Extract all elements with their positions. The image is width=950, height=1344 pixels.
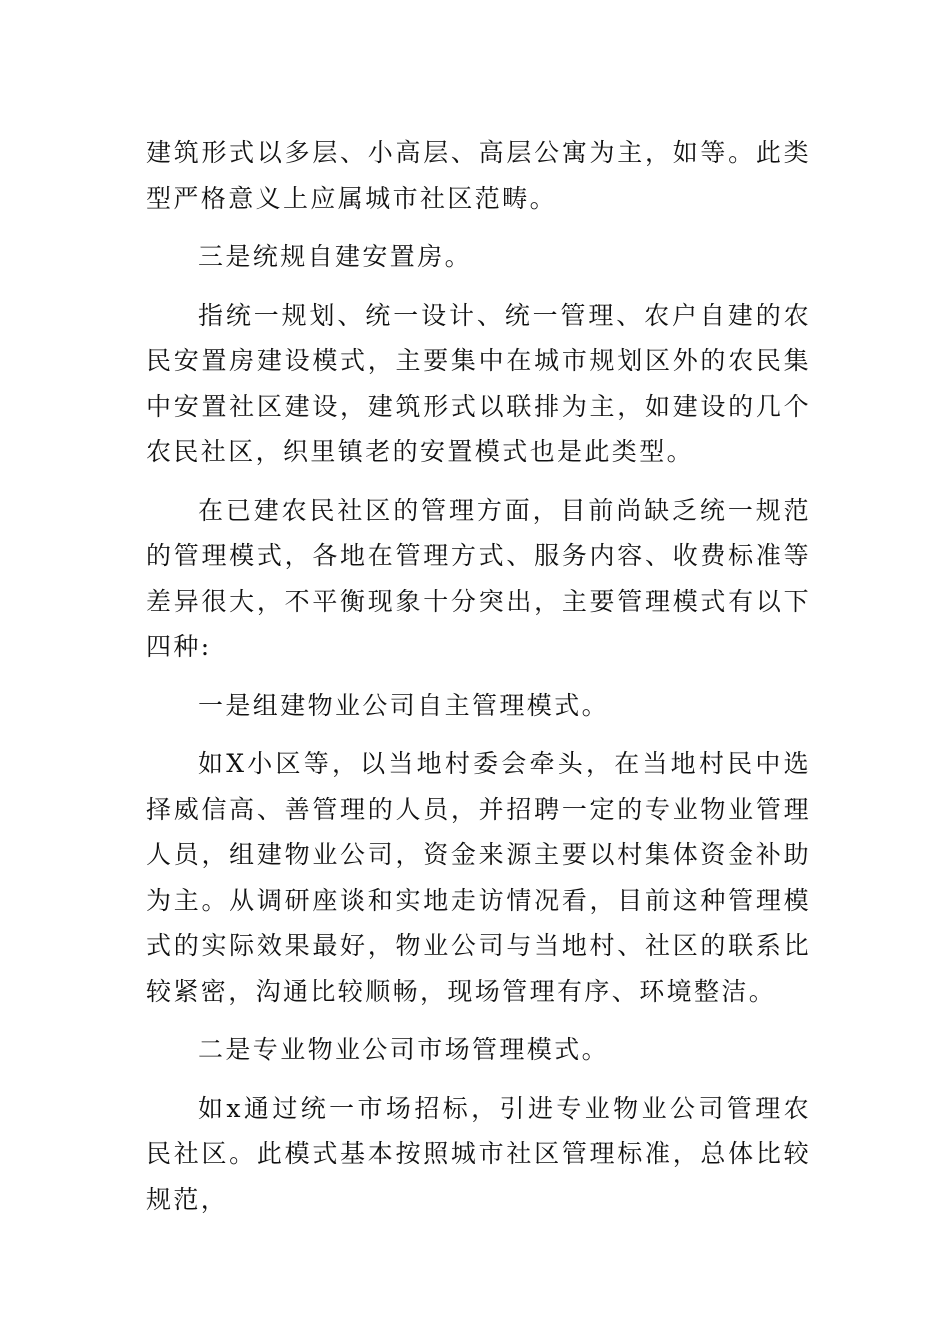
paragraph-5: 一是组建物业公司自主管理模式。 xyxy=(198,690,610,720)
paragraph-2: 三是统规自建安置房。 xyxy=(198,242,473,271)
paragraph-6: 如X小区等，以当地村委会牵头，在当地村民中选择威信高、善管理的人员，并招聘一定的专业物业管理人员，组建物业公司，资金来源主要以村集体资金补助为主。从调研座谈和实地走访情况看，目前这种管理模式的实际效果最好，物业公司与当地村、社区的联系比较紧密，沟通比较顺畅，现场管理有序、环境整洁。 xyxy=(146,749,811,1006)
paragraph-7: 二是专业物业公司市场管理模式。 xyxy=(198,1035,610,1064)
paragraph-8: 如x通过统一市场招标，引进专业物业公司管理农民社区。此模式基本按照城市社区管理标准，总体比较规范， xyxy=(146,1093,811,1214)
paragraph-1: 建筑形式以多层、小高层、高层公寓为主，如等。此类型严格意义上应属城市社区范畴。 xyxy=(146,138,811,213)
paragraph-4: 在已建农民社区的管理方面，目前尚缺乏统一规范的管理模式，各地在管理方式、服务内容、收费标准等差异很大，不平衡现象十分突出，主要管理模式有以下四种: xyxy=(146,495,811,661)
paragraph-3: 指统一规划、统一设计、统一管理、农户自建的农民安置房建设模式，主要集中在城市规划区外的农民集中安置社区建设，建筑形式以联排为主，如建设的几个农民社区，织里镇老的安置模式也是此类型。 xyxy=(146,300,811,466)
document-body xyxy=(146,130,811,1235)
